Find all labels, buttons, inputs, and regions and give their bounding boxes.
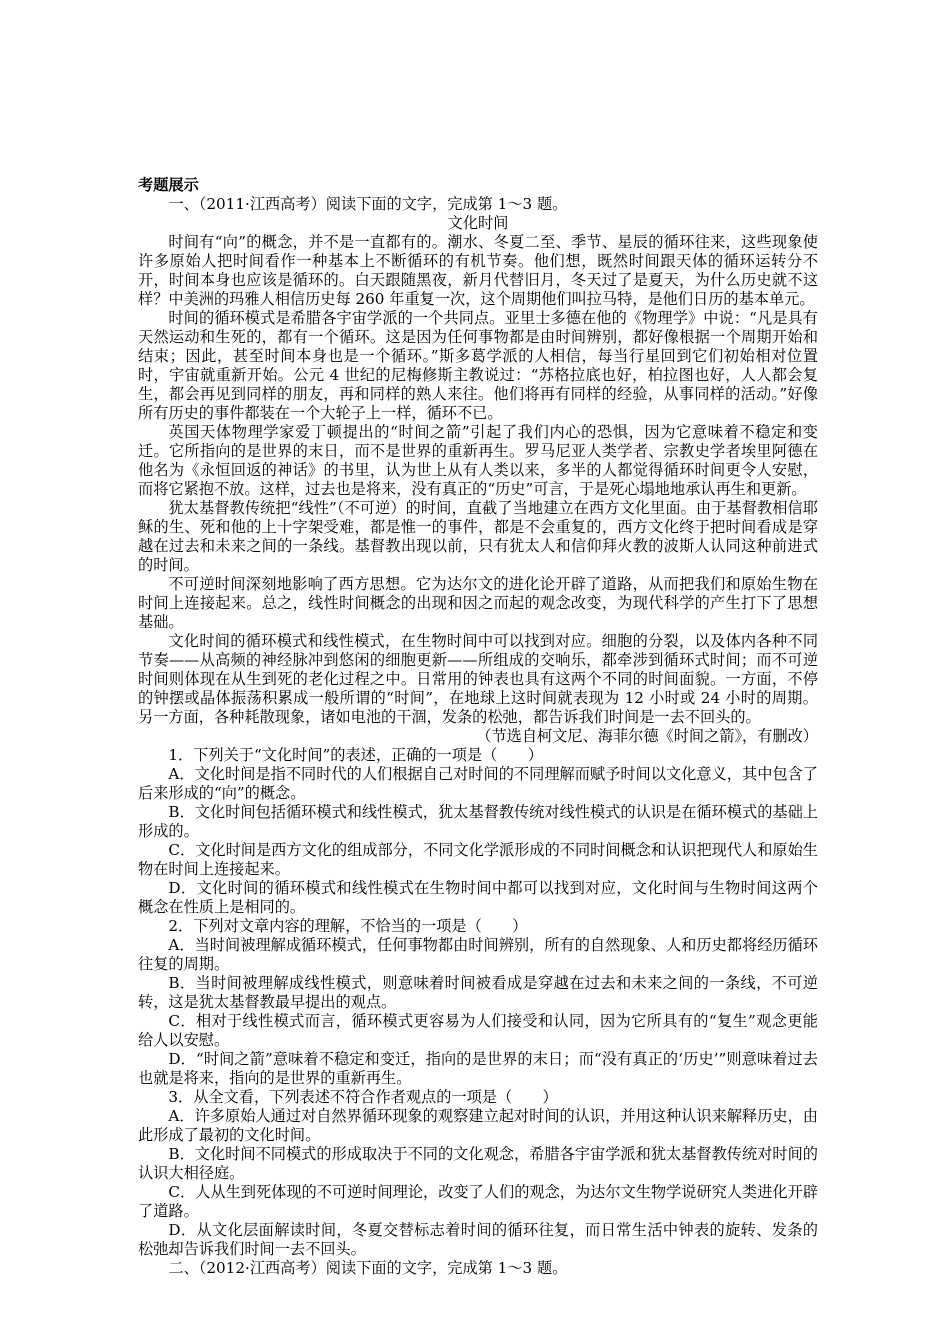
question-option: C．人从生到死体现的不可逆时间理论，改变了人们的观念，为达尔文生物学说研究人类进化开辟了道路。 xyxy=(138,1183,818,1220)
section2-intro: 二、（2012·江西高考）阅读下面的文字，完成第 1～3 题。 xyxy=(168,1259,568,1277)
question-option: D．“时间之箭”意味着不稳定和变迁，指向的是世界的末日；而“没有真正的‘历史’”则意味着过去也就是将来，指向的是世界的重新再生。 xyxy=(138,1050,818,1087)
question-option: B．文化时间包括循环模式和线性模式，犹太基督教传统对线性模式的认识是在循环模式的基础上形成的。 xyxy=(138,803,818,840)
section1-intro: 一、（2011·江西高考）阅读下面的文字，完成第 1～3 题。 xyxy=(168,195,568,213)
paragraph: 时间有“向”的概念，并不是一直都有的。潮水、冬夏二至、季节、星辰的循环往来，这些现象使许多原始人把时间看作一种基本上不断循环的有机节奏。他们想，既然时间跟天体的循环运转分不开，时间本身也应该是循环的。白天跟随黑夜，新月代替旧月，冬天过了是夏天，为什么历史就不这样？中美洲的玛雅人相信历史每 260 年重复一次，这个周期他们叫拉马特，是他们日历的基本单元。 xyxy=(138,233,818,308)
paragraph: 时间的循环模式是希腊各宇宙学派的一个共同点。亚里士多德在他的《物理学》中说：“凡是具有天然运动和生死的，都有一个循环。这是因为任何事物都是由时间辨别，都好像根据一个周期开始和结束；因此，甚至时间本身也是一个循环。”斯多葛学派的人相信，每当行星回到它们初始相对位置时，宇宙就重新开始。公元 4 世纪的尼梅修斯主教说过：“苏格拉底也好，柏拉图也好，人人都会复生，都会再见到同样的朋友，再和同样的熟人来往。他们将再有同样的经验，从事同样的活动。”好像所有历史的事件都装在一个大轮子上一样，循环不已。 xyxy=(138,309,818,422)
question-option: B．文化时间不同模式的形成取决于不同的文化观念，希腊各宇宙学派和犹太基督教传统对时间的认识大相径庭。 xyxy=(138,1145,818,1182)
question-stem: 3．从全文看，下列表述不符合作者观点的一项是（ ） xyxy=(168,1088,558,1106)
document-page xyxy=(138,176,818,1278)
paragraph: 犹太基督教传统把“线性”（不可逆）的时间，直截了当地建立在西方文化里面。由于基督教相信耶稣的生、死和他的上十字架受难，都是惟一的事件，都是不会重复的，西方文化终于把时间看成是穿越在过去和未来之间的一条线。基督教出现以前，只有犹太人和信仰拜火教的波斯人认同这种前进式的时间。 xyxy=(138,499,818,574)
question-stem: 2．下列对文章内容的理解，不恰当的一项是（ ） xyxy=(168,917,528,935)
question-option: A．许多原始人通过对自然界循环现象的观察建立起对时间的认识，并用这种认识来解释历史，由此形成了最初的文化时间。 xyxy=(138,1107,818,1144)
question-option: D．文化时间的循环模式和线性模式在生物时间中都可以找到对应，文化时间与生物时间这两个概念在性质上是相同的。 xyxy=(138,879,818,916)
question-stem: 1．下列关于“文化时间”的表述，正确的一项是（ ） xyxy=(168,746,543,764)
article-title: 文化时间 xyxy=(447,214,509,232)
paragraph: 文化时间的循环模式和线性模式，在生物时间中可以找到对应。细胞的分裂，以及体内各种不同节奏——从高频的神经脉冲到悠闲的细胞更新——所组成的交响乐，都牵涉到循环式时间；而不可逆时间则体现在从生到死的老化过程之中。日常用的钟表也具有这两个不同的时间面貌。一方面，不停的钟摆或晶体振荡积累成一般所谓的“时间”，在地球上这时间就表现为 12 小时或 24 小时的周期。另一方面，各种耗散现象，诸如电池的干涸，发条的松弛，都告诉我们时间是一去不回头的。 xyxy=(138,632,818,726)
question-option: A．当时间被理解成循环模式，任何事物都由时间辨别，所有的自然现象、人和历史都将经历循环往复的周期。 xyxy=(138,936,818,973)
question-option: A．文化时间是指不同时代的人们根据自己对时间的不同理解而赋予时间以文化意义，其中包含了后来形成的“向”的概念。 xyxy=(138,765,818,802)
question-option: C．文化时间是西方文化的组成部分，不同文化学派形成的不同时间概念和认识把现代人和原始生物在时间上连接起来。 xyxy=(138,841,818,878)
question-option: D．从文化层面解读时间，冬夏交替标志着时间的循环往复，而日常生活中钟表的旋转、发条的松弛却告诉我们时间一去不回头。 xyxy=(138,1221,818,1258)
source-citation: （节选自柯文尼、海菲尔德《时间之箭》，有删改） xyxy=(476,727,818,745)
question-option: B．当时间被理解成线性模式，则意味着时间被看成是穿越在过去和未来之间的一条线，不可逆转，这是犹太基督教最早提出的观点。 xyxy=(138,974,818,1011)
section-heading: 考题展示 xyxy=(138,176,199,194)
paragraph: 不可逆时间深刻地影响了西方思想。它为达尔文的进化论开辟了道路，从而把我们和原始生物在时间上连接起来。总之，线性时间概念的出现和因之而起的观念改变，为现代科学的产生打下了思想基础。 xyxy=(138,575,818,631)
paragraph: 英国天体物理学家爱丁顿提出的“时间之箭”引起了我们内心的恐惧，因为它意味着不稳定和变迁。它所指向的是世界的末日，而不是世界的重新再生。罗马尼亚人类学者、宗教史学者埃里阿德在他名为《永恒回返的神话》的书里，认为世上从有人类以来，多半的人都觉得循环时间更令人安慰，而将它紧抱不放。这样，过去也是将来，没有真正的“历史”可言，于是死心塌地地承认再生和更新。 xyxy=(138,423,818,498)
question-option: C．相对于线性模式而言，循环模式更容易为人们接受和认同，因为它所具有的“复生”观念更能给人以安慰。 xyxy=(138,1012,818,1049)
